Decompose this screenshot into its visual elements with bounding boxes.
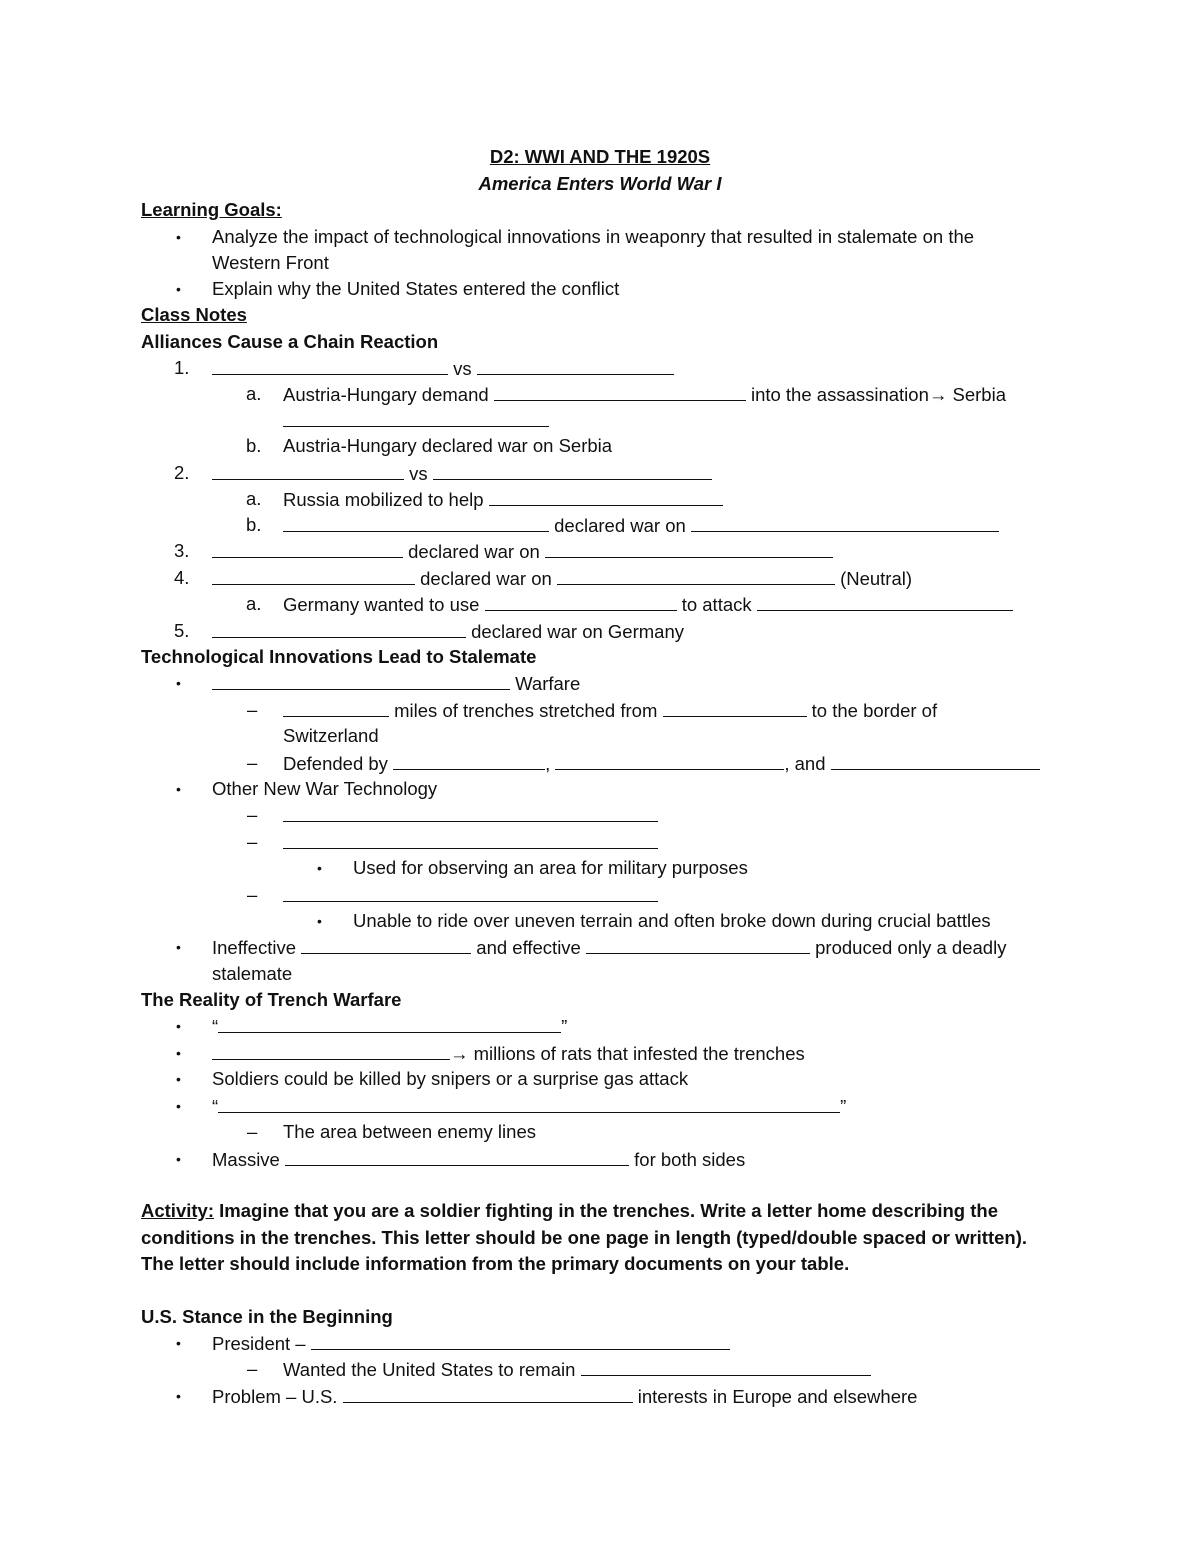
reality-area: The area between enemy lines [283, 1121, 536, 1142]
dash-icon: – [247, 1358, 258, 1379]
text: Russia mobilized to help [283, 489, 484, 510]
blank-field[interactable] [343, 1385, 633, 1403]
page-title: D2: WWI AND THE 1920S [489, 146, 711, 167]
bullet-icon: • [176, 1018, 181, 1034]
blank-field[interactable] [557, 567, 835, 585]
text: miles of trenches stretched from [394, 700, 658, 721]
reality-quote-2 [212, 1095, 846, 1118]
bullet-icon: • [317, 913, 322, 929]
blank-field[interactable] [545, 540, 833, 558]
blank-field[interactable] [212, 620, 466, 638]
learning-goals-heading: Learning Goals: [141, 199, 282, 220]
text: → millions of rats that infested the trenches [450, 1043, 805, 1064]
blank-field[interactable] [212, 540, 403, 558]
blank-field[interactable] [663, 699, 807, 717]
line-1a-cont [283, 409, 549, 432]
bullet-icon: • [176, 939, 181, 955]
stance-wanted-line [283, 1358, 871, 1381]
blank-field[interactable] [485, 593, 677, 611]
dash-icon: – [247, 752, 258, 773]
reality-massive-line [212, 1148, 745, 1171]
text: Austria-Hungary demand [283, 384, 489, 405]
tech-unable: Unable to ride over uneven terrain and often broke down during crucial battles [353, 910, 991, 931]
blank-field[interactable] [283, 831, 658, 849]
line-4 [212, 567, 912, 590]
text: ” [561, 1016, 568, 1037]
tech-miles-line [283, 699, 937, 722]
learning-goal-1: Analyze the impact of technological innovations in weaponry that resulted in stalemate on the [212, 226, 975, 247]
page-subtitle: America Enters World War I [478, 173, 722, 194]
learning-goal-2: Explain why the United States entered the conflict [212, 278, 620, 299]
tech-other-blank-2 [283, 831, 658, 854]
blank-field[interactable] [477, 357, 674, 375]
line-2 [212, 462, 712, 485]
text: declared war on [554, 515, 686, 536]
reality-heading: The Reality of Trench Warfare [141, 989, 402, 1010]
tech-switzerland: Switzerland [283, 725, 379, 746]
blank-field[interactable] [489, 488, 723, 506]
text: President – [212, 1333, 306, 1354]
bullet-icon: • [317, 860, 322, 876]
item-letter-a: a. [246, 488, 262, 509]
bullet-icon: • [176, 1071, 181, 1087]
blank-field[interactable] [555, 752, 784, 770]
item-letter-b: b. [246, 514, 262, 535]
bullet-icon: • [176, 229, 181, 245]
text: for both sides [634, 1149, 746, 1170]
text: Ineffective [212, 937, 296, 958]
text: ” [840, 1096, 847, 1117]
dash-icon: – [247, 699, 258, 720]
bullet-icon: • [176, 1098, 181, 1114]
bullet-icon: • [176, 675, 181, 691]
dash-icon: – [247, 884, 258, 905]
text: declared war on Germany [471, 621, 684, 642]
text: produced only a deadly [815, 937, 1007, 958]
text: , and [784, 753, 826, 774]
tech-heading: Technological Innovations Lead to Stalemate [141, 646, 537, 667]
text: into the assassination→ Serbia [750, 384, 1006, 405]
text: “ [212, 1016, 219, 1037]
text: Problem – U.S. [212, 1386, 338, 1407]
item-number-4: 4. [174, 567, 190, 588]
blank-field[interactable] [283, 409, 549, 427]
item-letter-a: a. [246, 593, 262, 614]
text: “ [212, 1096, 219, 1117]
line-3 [212, 540, 833, 563]
text: , [545, 753, 551, 774]
activity-label: Activity: [141, 1200, 214, 1221]
stance-heading: U.S. Stance in the Beginning [141, 1306, 393, 1327]
text: and effective [476, 937, 581, 958]
tech-other-blank-3 [283, 884, 658, 907]
tech-other: Other New War Technology [212, 778, 438, 799]
blank-field[interactable] [283, 884, 658, 902]
bullet-icon: • [176, 1151, 181, 1167]
item-number-3: 3. [174, 540, 190, 561]
blank-field[interactable] [283, 804, 658, 822]
blank-field[interactable] [283, 699, 389, 717]
blank-field[interactable] [691, 514, 999, 532]
blank-field[interactable] [494, 383, 746, 401]
learning-goal-1-cont: Western Front [212, 252, 329, 273]
blank-field[interactable] [283, 514, 549, 532]
reality-rats-line [212, 1042, 805, 1065]
tech-defended-line [283, 752, 1040, 775]
blank-field[interactable] [393, 752, 545, 770]
blank-field[interactable] [285, 1148, 629, 1166]
dash-icon: – [247, 1121, 258, 1142]
blank-field[interactable] [218, 1015, 561, 1033]
blank-field[interactable] [212, 462, 404, 480]
dash-icon: – [247, 804, 258, 825]
blank-field[interactable] [212, 1042, 450, 1060]
activity-line-3: The letter should include information from the primary documents on your table. [141, 1253, 850, 1274]
text: Warfare [515, 673, 581, 694]
line-1 [212, 357, 674, 380]
text: Imagine that you are a soldier fighting in the trenches. Write a letter home describing the [214, 1200, 999, 1221]
vs-text: vs [453, 358, 472, 379]
bullet-icon: • [176, 1335, 181, 1351]
text: to attack [681, 594, 752, 615]
text: Defended by [283, 753, 388, 774]
stance-problem-line [212, 1385, 917, 1408]
line-5 [212, 620, 684, 643]
item-letter-a: a. [246, 383, 262, 404]
blank-field[interactable] [212, 672, 510, 690]
activity-line-2: conditions in the trenches. This letter should be one page in length (typed/double spaced or written). [141, 1227, 1028, 1248]
text: Wanted the United States to remain [283, 1359, 576, 1380]
activity-line-1 [141, 1200, 998, 1222]
item-number-5: 5. [174, 620, 190, 641]
blank-field[interactable] [301, 936, 471, 954]
blank-field[interactable] [586, 936, 810, 954]
reality-quote-1 [212, 1015, 567, 1038]
blank-field[interactable] [581, 1358, 871, 1376]
line-1a [283, 383, 1006, 406]
blank-field[interactable] [218, 1095, 840, 1113]
vs-text: vs [409, 463, 428, 484]
text: Massive [212, 1149, 280, 1170]
reality-snipers: Soldiers could be killed by snipers or a surprise gas attack [212, 1068, 689, 1089]
tech-ineffective-line [212, 936, 1006, 959]
text: interests in Europe and elsewhere [637, 1386, 918, 1407]
bullet-icon: • [176, 1045, 181, 1061]
tech-stalemate: stalemate [212, 963, 293, 984]
tech-other-blank-1 [283, 804, 658, 827]
line-2a [283, 488, 723, 511]
item-number-1: 1. [174, 357, 190, 378]
text: (Neutral) [840, 568, 913, 589]
blank-field[interactable] [757, 593, 1013, 611]
alliances-heading: Alliances Cause a Chain Reaction [141, 331, 439, 352]
text: declared war on [408, 541, 540, 562]
text: declared war on [420, 568, 552, 589]
tech-observing: Used for observing an area for military purposes [353, 857, 748, 878]
line-2b [283, 514, 999, 537]
text: to the border of [811, 700, 938, 721]
dash-icon: – [247, 831, 258, 852]
bullet-icon: • [176, 281, 181, 297]
item-number-2: 2. [174, 462, 190, 483]
line-4a [283, 593, 1013, 616]
blank-field[interactable] [212, 357, 448, 375]
stance-president-line [212, 1332, 730, 1355]
blank-field[interactable] [831, 752, 1040, 770]
class-notes-heading: Class Notes [141, 304, 247, 325]
line-1b: Austria-Hungary declared war on Serbia [283, 435, 613, 456]
bullet-icon: • [176, 1388, 181, 1404]
blank-field[interactable] [212, 567, 415, 585]
text: Germany wanted to use [283, 594, 480, 615]
bullet-icon: • [176, 781, 181, 797]
blank-field[interactable] [433, 462, 712, 480]
blank-field[interactable] [311, 1332, 730, 1350]
tech-warfare-line [212, 672, 580, 695]
item-letter-b: b. [246, 435, 262, 456]
